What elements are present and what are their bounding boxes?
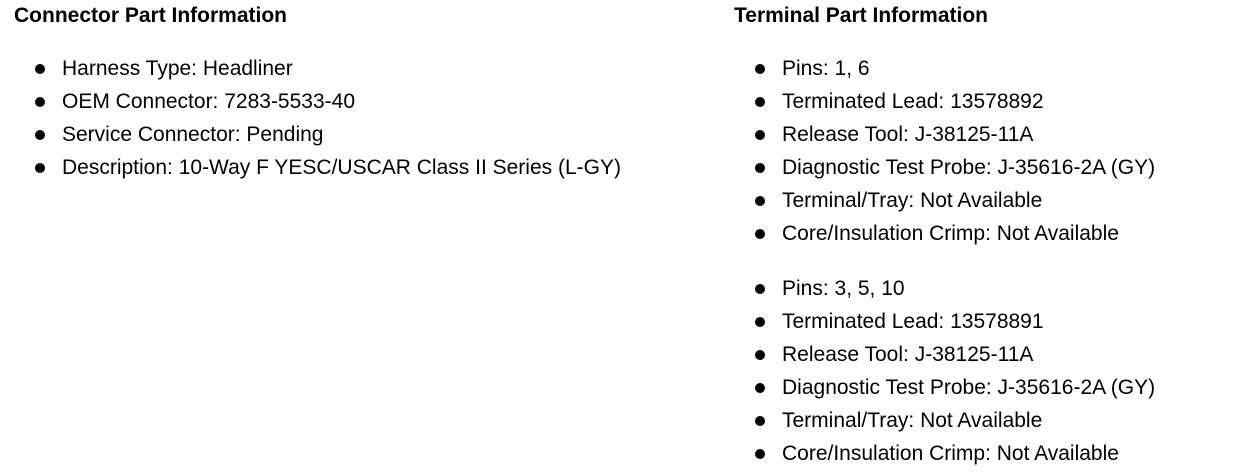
bullet-icon (755, 317, 765, 327)
bullet-icon (35, 163, 45, 173)
list-item (14, 85, 724, 118)
list-item (734, 52, 1244, 85)
list-item (734, 151, 1244, 184)
list-item (734, 118, 1244, 151)
list-item-text: Terminated Lead: 13578892 (782, 90, 1044, 113)
bullet-icon (755, 350, 765, 360)
list-item-text: Terminal/Tray: Not Available (782, 409, 1043, 432)
terminal-section-title: Terminal Part Information (734, 4, 988, 27)
list-item-text: Terminal/Tray: Not Available (782, 189, 1043, 212)
list-item-text: Core/Insulation Crimp: Not Available (782, 442, 1119, 465)
bullet-icon (755, 130, 765, 140)
bullet-icon (755, 64, 765, 74)
list-item (734, 437, 1244, 470)
list-item (734, 272, 1244, 305)
list-item (734, 85, 1244, 118)
list-item-text: Service Connector: Pending (62, 123, 324, 146)
list-item-text: Pins: 1, 6 (782, 57, 870, 80)
bullet-icon (35, 130, 45, 140)
list-item-text: Core/Insulation Crimp: Not Available (782, 222, 1119, 245)
bullet-icon (35, 97, 45, 107)
terminal-item-list-pins-3-5-10 (734, 272, 1244, 470)
bullet-icon (35, 64, 45, 74)
connector-section-title: Connector Part Information (14, 4, 288, 27)
list-item-text: OEM Connector: 7283-5533-40 (62, 90, 356, 113)
list-item (734, 371, 1244, 404)
terminal-item-list-pins-1-6 (734, 52, 1244, 250)
list-item-text: Pins: 3, 5, 10 (782, 277, 905, 300)
bullet-icon (755, 196, 765, 206)
list-item-text: Release Tool: J-38125-11A (782, 343, 1034, 366)
bullet-icon (755, 284, 765, 294)
bullet-icon (755, 97, 765, 107)
list-item-text: Diagnostic Test Probe: J-35616-2A (GY) (782, 376, 1156, 399)
list-item (734, 338, 1244, 371)
terminal-part-info-section (734, 3, 1244, 470)
list-item-text: Release Tool: J-38125-11A (782, 123, 1034, 146)
list-item (14, 52, 724, 85)
bullet-icon (755, 383, 765, 393)
connector-item-list (14, 52, 724, 184)
list-item-text: Description: 10-Way F YESC/USCAR Class II Series (L-GY) (62, 156, 621, 179)
list-item-text: Terminated Lead: 13578891 (782, 310, 1044, 333)
bullet-icon (755, 229, 765, 239)
connector-part-info-section (14, 3, 724, 184)
list-item (14, 118, 724, 151)
list-item-text: Harness Type: Headliner (62, 57, 293, 80)
list-item (734, 217, 1244, 250)
list-item (734, 404, 1244, 437)
list-item (734, 184, 1244, 217)
list-item (734, 305, 1244, 338)
bullet-icon (755, 449, 765, 459)
list-item-text: Diagnostic Test Probe: J-35616-2A (GY) (782, 156, 1156, 179)
bullet-icon (755, 163, 765, 173)
list-item (14, 151, 724, 184)
bullet-icon (755, 416, 765, 426)
